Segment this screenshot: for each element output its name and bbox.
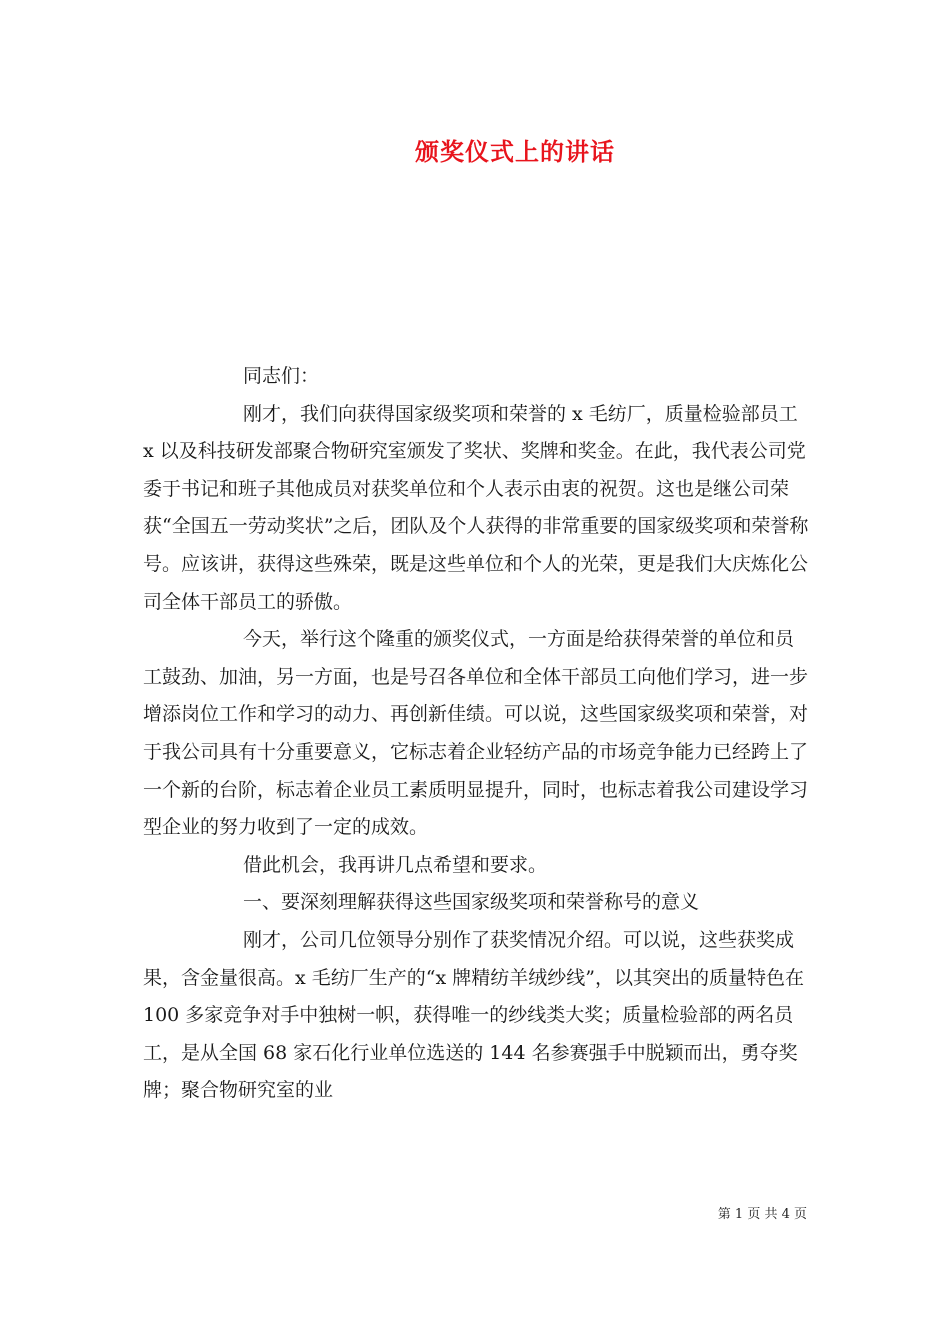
body-paragraph-4: 刚才，公司几位领导分别作了获奖情况介绍。可以说，这些获奖成果，含金量很高。x 毛纺厂生产的“x 牌精纺羊绒纱线”，以其突出的质量特色在 100 多家竞争对手中独树一帜，获得唯一的纱线类大奖；质量检验部的两名员工，是从全国 68 家石化行业单位选送的 144 名参赛强手中脱颖而出，勇夺奖牌；聚合物研究室的业: [143, 928, 804, 1102]
body-paragraph-3: 借此机会，我再讲几点希望和要求。: [243, 853, 548, 876]
salutation-paragraph: 同志们：: [243, 365, 320, 387]
document-title: 颁奖仪式上的讲话: [415, 137, 615, 166]
body-paragraph-2: 今天，举行这个隆重的颁奖仪式，一方面是给获得荣誉的单位和员工鼓劲、加油，另一方面，也是号召各单位和全体干部员工向他们学习，进一步增添岗位工作和学习的动力、再创新佳绩。可以说，这些国家级奖项和荣誉，对于我公司具有十分重要意义，它标志着企业轻纺产品的市场竞争能力已经跨上了一个新的台阶，标志着企业员工素质明显提升，同时，也标志着我公司建设学习型企业的努力收到了一定的成效。: [143, 628, 809, 839]
body-paragraph-1: 刚才，我们向获得国家级奖项和荣誉的 x 毛纺厂，质量检验部员工 x 以及科技研发部聚合物研究室颁发了奖状、奖牌和奖金。在此，我代表公司党委于书记和班子其他成员对获奖单位和个人表示由衷的祝贺。这也是继公司荣获“全国五一劳动奖状”之后，团队及个人获得的非常重要的国家级奖项和荣誉称号。应该讲，获得这些殊荣，既是这些单位和个人的光荣，更是我们大庆炼化公司全体干部员工的骄傲。: [143, 402, 809, 613]
document-body: [143, 358, 811, 1110]
page-number-footer: 第 1 页 共 4 页: [717, 1207, 807, 1222]
section-heading-1: 一、要深刻理解获得这些国家级奖项和荣誉称号的意义: [243, 891, 700, 914]
